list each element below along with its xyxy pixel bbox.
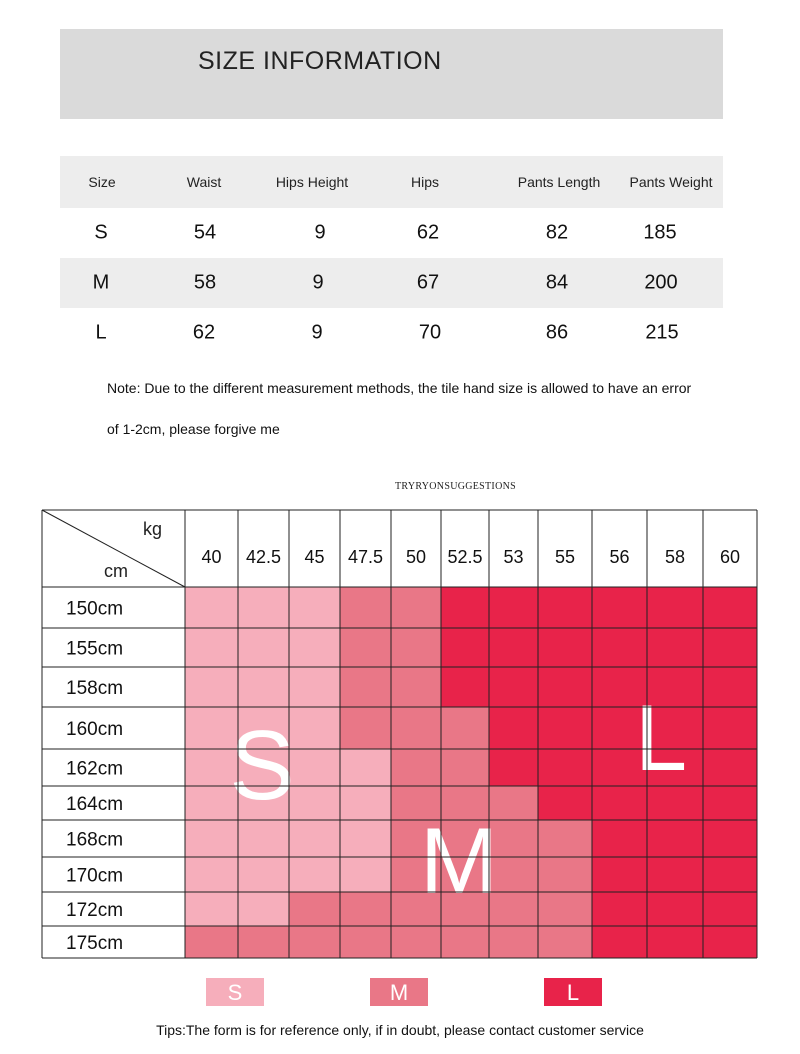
grid-cell-m (289, 892, 340, 926)
table-cell: 54 (193, 221, 217, 244)
table-cell: L (95, 321, 107, 344)
table-cell: 67 (416, 271, 440, 294)
grid-cell-m (538, 820, 592, 857)
grid-cell-l (647, 820, 703, 857)
grid-cell-s (185, 820, 238, 857)
grid-cell-s (238, 892, 289, 926)
grid-cell-m (441, 707, 489, 749)
grid-cell-l (592, 857, 647, 892)
grid-cell-l (703, 857, 757, 892)
height-label: 160cm (66, 719, 124, 740)
grid-cell-l (592, 628, 647, 667)
weight-header: 53 (503, 547, 524, 567)
grid-cell-l (647, 786, 703, 820)
legend-label-s: S (227, 980, 243, 1005)
size-zone-label-l: L (634, 685, 688, 790)
height-label: 172cm (66, 900, 124, 921)
table-cell: 200 (644, 271, 678, 294)
weight-unit-label: kg (142, 519, 162, 539)
grid-cell-l (441, 587, 489, 628)
page-title: SIZE INFORMATION (198, 47, 442, 75)
grid-cell-m (538, 926, 592, 958)
legend-label-m: M (389, 980, 409, 1005)
grid-cell-m (538, 892, 592, 926)
grid-cell-l (538, 749, 592, 786)
table-cell: 84 (545, 271, 569, 294)
weight-header: 40 (201, 547, 222, 567)
weight-header: 47.5 (347, 547, 384, 567)
grid-cell-s (238, 587, 289, 628)
grid-cell-l (703, 749, 757, 786)
height-unit-label: cm (104, 561, 128, 581)
grid-cell-s (185, 857, 238, 892)
height-label: 164cm (66, 794, 124, 815)
grid-cell-s (340, 786, 391, 820)
grid-cell-l (489, 749, 538, 786)
grid-cell-s (238, 820, 289, 857)
grid-cell-m (238, 926, 289, 958)
column-header-waist: Waist (186, 174, 222, 190)
table-cell: 86 (545, 321, 569, 344)
table-cell: 215 (645, 321, 679, 344)
grid-cell-s (185, 892, 238, 926)
grid-cell-l (538, 667, 592, 707)
weight-header: 45 (304, 547, 325, 567)
grid-cell-l (441, 667, 489, 707)
grid-cell-s (238, 628, 289, 667)
grid-cell-s (340, 749, 391, 786)
size-zone-label-m: M (419, 808, 499, 913)
measurement-note-line-1: Note: Due to the different measurement methods, the tile hand size is allowed to have an error (107, 380, 692, 396)
grid-cell-s (289, 857, 340, 892)
grid-cell-s (289, 820, 340, 857)
table-cell: 70 (418, 321, 442, 344)
table-cell: 58 (193, 271, 217, 294)
table-cell: M (92, 271, 110, 294)
column-header-size: Size (88, 174, 116, 190)
grid-cell-m (185, 926, 238, 958)
weight-header: 60 (719, 547, 741, 567)
grid-cell-m (391, 667, 441, 707)
grid-cell-m (391, 926, 441, 958)
height-label: 150cm (66, 598, 124, 620)
weight-header: 50 (405, 547, 427, 567)
height-label: 170cm (66, 865, 124, 887)
grid-cell-l (703, 892, 757, 926)
grid-cell-s (289, 628, 340, 667)
grid-cell-l (538, 587, 592, 628)
grid-cell-l (647, 587, 703, 628)
weight-header: 55 (554, 547, 576, 567)
grid-cell-m (340, 926, 391, 958)
grid-cell-s (289, 587, 340, 628)
table-cell: S (94, 221, 108, 244)
grid-cell-m (340, 667, 391, 707)
height-label: 155cm (66, 638, 124, 660)
tips-text: Tips:The form is for reference only, if in doubt, please contact customer service (156, 1022, 644, 1038)
column-header-pants-length: Pants Length (517, 174, 601, 190)
table-cell: 185 (643, 221, 677, 244)
grid-cell-s (289, 786, 340, 820)
grid-cell-l (592, 786, 647, 820)
grid-cell-s (289, 749, 340, 786)
grid-cell-l (538, 707, 592, 749)
weight-header: 52.5 (447, 547, 483, 567)
grid-cell-l (703, 820, 757, 857)
grid-cell-l (592, 820, 647, 857)
table-cell: 62 (416, 221, 440, 244)
height-label: 158cm (66, 678, 124, 699)
weight-header: 42.5 (245, 547, 282, 567)
weight-header: 58 (664, 547, 686, 567)
grid-cell-m (340, 892, 391, 926)
grid-cell-l (538, 786, 592, 820)
grid-cell-m (391, 587, 441, 628)
legend-label-l: L (566, 980, 580, 1005)
grid-cell-m (340, 587, 391, 628)
grid-cell-m (441, 926, 489, 958)
grid-cell-s (238, 667, 289, 707)
grid-cell-m (391, 628, 441, 667)
grid-cell-l (592, 587, 647, 628)
grid-cell-s (289, 707, 340, 749)
grid-cell-m (538, 857, 592, 892)
grid-cell-l (703, 667, 757, 707)
table-cell: 82 (545, 221, 569, 244)
size-zone-label-s: S (229, 710, 295, 820)
grid-cell-l (538, 628, 592, 667)
grid-cell-m (441, 749, 489, 786)
height-label: 168cm (66, 829, 124, 851)
grid-cell-s (238, 857, 289, 892)
grid-cell-l (647, 926, 703, 958)
grid-cell-l (647, 857, 703, 892)
table-cell: 62 (192, 321, 216, 344)
grid-cell-s (340, 820, 391, 857)
grid-cell-m (340, 707, 391, 749)
grid-cell-l (592, 926, 647, 958)
table-cell: 9 (312, 271, 324, 294)
grid-cell-s (185, 587, 238, 628)
height-label: 175cm (66, 933, 124, 954)
column-header-pants-weight: Pants Weight (629, 174, 713, 190)
measurement-note-line-2: of 1-2cm, please forgive me (107, 421, 280, 437)
grid-cell-m (489, 926, 538, 958)
grid-cell-l (489, 667, 538, 707)
column-header-hips-height: Hips Height (275, 174, 349, 190)
height-label: 162cm (66, 758, 124, 780)
grid-cell-s (289, 667, 340, 707)
grid-cell-l (703, 628, 757, 667)
grid-cell-l (489, 628, 538, 667)
grid-cell-l (647, 628, 703, 667)
grid-cell-m (289, 926, 340, 958)
grid-cell-l (489, 707, 538, 749)
grid-cell-l (703, 587, 757, 628)
grid-cell-l (647, 892, 703, 926)
grid-cell-l (703, 786, 757, 820)
grid-cell-l (592, 892, 647, 926)
grid-cell-m (391, 749, 441, 786)
column-header-hips: Hips (410, 174, 440, 190)
table-cell: 9 (311, 321, 323, 344)
grid-cell-m (391, 707, 441, 749)
grid-cell-l (489, 587, 538, 628)
grid-cell-s (185, 628, 238, 667)
grid-cell-s (340, 857, 391, 892)
table-cell: 9 (314, 221, 326, 244)
grid-cell-l (703, 926, 757, 958)
grid-cell-s (185, 667, 238, 707)
weight-header: 56 (609, 547, 630, 567)
try-on-title: TRYRYONSUGGESTIONS (395, 481, 516, 492)
grid-cell-m (340, 628, 391, 667)
grid-cell-l (441, 628, 489, 667)
grid-cell-l (703, 707, 757, 749)
